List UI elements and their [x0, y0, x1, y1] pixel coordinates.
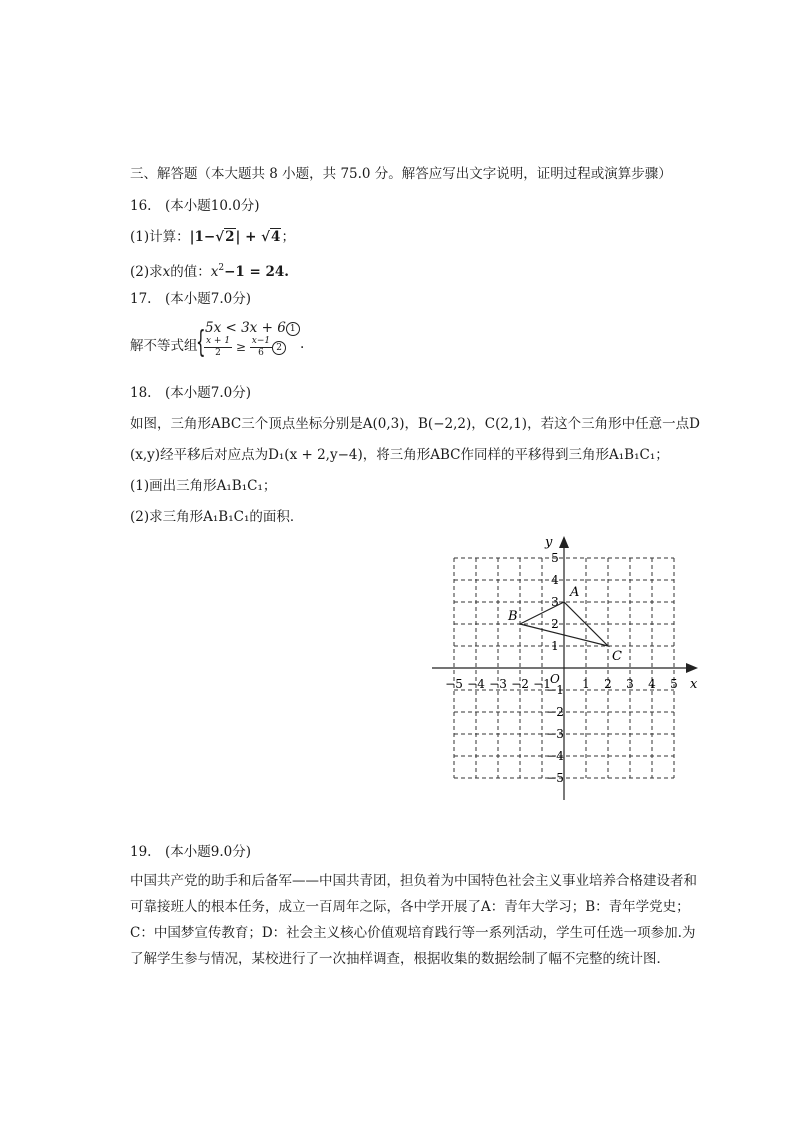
- q18-line1: 如图，三角形ABC三个顶点坐标分别是A(0,3)，B(−2,2)，C(2,1)，若这个三角形中任意一点D: [130, 416, 700, 432]
- x-tick-label: 4: [648, 677, 656, 691]
- y-axis-label: y: [545, 535, 553, 550]
- q16-part2-eq-a: x: [210, 264, 219, 280]
- y-tick-label: 4: [551, 573, 559, 587]
- q16-part1: [130, 227, 295, 247]
- q16-part2-eq-b: −1 = 24.: [224, 264, 290, 280]
- y-axis-arrow-icon: [559, 536, 569, 548]
- q17-header: 17. (本小题7.0分): [130, 291, 251, 307]
- x-axis-arrow-icon: [686, 663, 698, 673]
- q18-part2: (2)求三角形A₁B₁C₁的面积．: [130, 509, 304, 525]
- q17-ineq2-mark: 2: [272, 341, 286, 355]
- x-tick-label: 5: [670, 677, 678, 691]
- vertex-label-b: B: [508, 609, 518, 624]
- x-tick-label: −2: [511, 677, 529, 691]
- q17-ineq2-lnum: x + 1: [206, 336, 231, 346]
- section-title: 三、解答题（本大题共 8 小题，共 75.0 分。解答应写出文字说明，证明过程或演算步骤）: [130, 166, 672, 182]
- q17-end: .: [300, 336, 305, 352]
- q16-part1-radicand-b: 4: [271, 229, 281, 245]
- vertex-label-c: C: [612, 649, 622, 664]
- y-tick-label: −1: [546, 683, 564, 697]
- q16-part2-var: x: [162, 264, 171, 280]
- y-tick-label: 1: [551, 639, 559, 653]
- q17-ineq2-rel: ≥: [235, 340, 246, 354]
- y-tick-label: −4: [546, 749, 564, 763]
- x-tick-label: −1: [533, 677, 551, 691]
- y-tick-label: −2: [546, 705, 564, 719]
- q17-ineq2-lden: 2: [215, 348, 221, 358]
- q17-prefix: 解不等式组: [130, 338, 198, 354]
- q16-part2-prefix: (2)求: [130, 264, 163, 280]
- tick-labels: [445, 551, 678, 785]
- y-tick-label: 2: [551, 617, 559, 631]
- q16-part1-expr-a: |1−: [189, 229, 216, 245]
- y-tick-label: −5: [546, 771, 564, 785]
- x-tick-label: −4: [467, 677, 485, 691]
- q18-line2: (x,y)经平移后对应点为D₁(x + 2,y−4)，将三角形ABC作同样的平移得到三角形A₁B₁C₁；: [130, 447, 669, 463]
- q16-header: 16. (本小题10.0分): [130, 198, 260, 214]
- q19-text: 中国共产党的助手和后备军——中国共青团，担负着为中国特色社会主义事业培养合格建设者和可靠接班人的根本任务，成立一百周年之际，各中学开展了A：青年大学习；B：青年学党史；C：中国梦宣传教育；D：社会主义核心价值观培育践行等一系列活动，学生可任选一项参加.为了解学生参与情况，某校进行了一次抽样调查，根据收集的数据绘制了幅不完整的统计图．: [130, 873, 697, 967]
- q17-ineq1: [205, 319, 300, 337]
- axes: [432, 535, 698, 800]
- x-axis-label: x: [690, 677, 698, 692]
- y-tick-label: −3: [546, 727, 564, 741]
- q16-part2: [130, 258, 289, 282]
- q17-ineq1-text: 5x < 3x + 6: [205, 320, 286, 336]
- origin-label: O: [550, 672, 560, 686]
- triangle-edges: [520, 602, 608, 646]
- x-tick-label: 2: [604, 677, 612, 691]
- q17-ineq2: [204, 336, 286, 359]
- q18-header: 18. (本小题7.0分): [130, 385, 251, 401]
- x-tick-label: −5: [445, 677, 463, 691]
- q17-ineq2-lfrac: [204, 336, 232, 359]
- q16-part1-end: ；: [281, 229, 295, 245]
- q16-part2-exp: 2: [218, 263, 225, 273]
- x-tick-label: 1: [582, 677, 590, 691]
- sqrt-symbol: √: [261, 229, 271, 245]
- q17-ineq2-rnum: x−1: [251, 336, 271, 346]
- triangle-abc: [507, 585, 622, 664]
- x-tick-label: −3: [489, 677, 507, 691]
- q17-ineq1-mark: 1: [286, 322, 300, 336]
- q16-part1-prefix: (1)计算：: [130, 229, 190, 245]
- sqrt-symbol: √: [215, 229, 225, 245]
- q17-ineq2-rden: 6: [258, 348, 264, 358]
- brace-icon: {: [196, 325, 206, 360]
- vertex-label-a: A: [570, 585, 580, 600]
- q16-part2-mid: 的值：: [170, 264, 211, 280]
- y-tick-label: 3: [551, 595, 559, 609]
- y-tick-label: 5: [551, 551, 559, 565]
- q16-part1-expr-b: | +: [235, 229, 262, 245]
- x-tick-label: 3: [626, 677, 634, 691]
- q16-part1-radicand-a: 2: [225, 229, 235, 245]
- q18-part1: (1)画出三角形A₁B₁C₁；: [130, 478, 277, 494]
- q19-header: 19. (本小题9.0分): [130, 844, 251, 860]
- grid-lines: [454, 558, 674, 778]
- q17-ineq2-rfrac: [250, 336, 272, 359]
